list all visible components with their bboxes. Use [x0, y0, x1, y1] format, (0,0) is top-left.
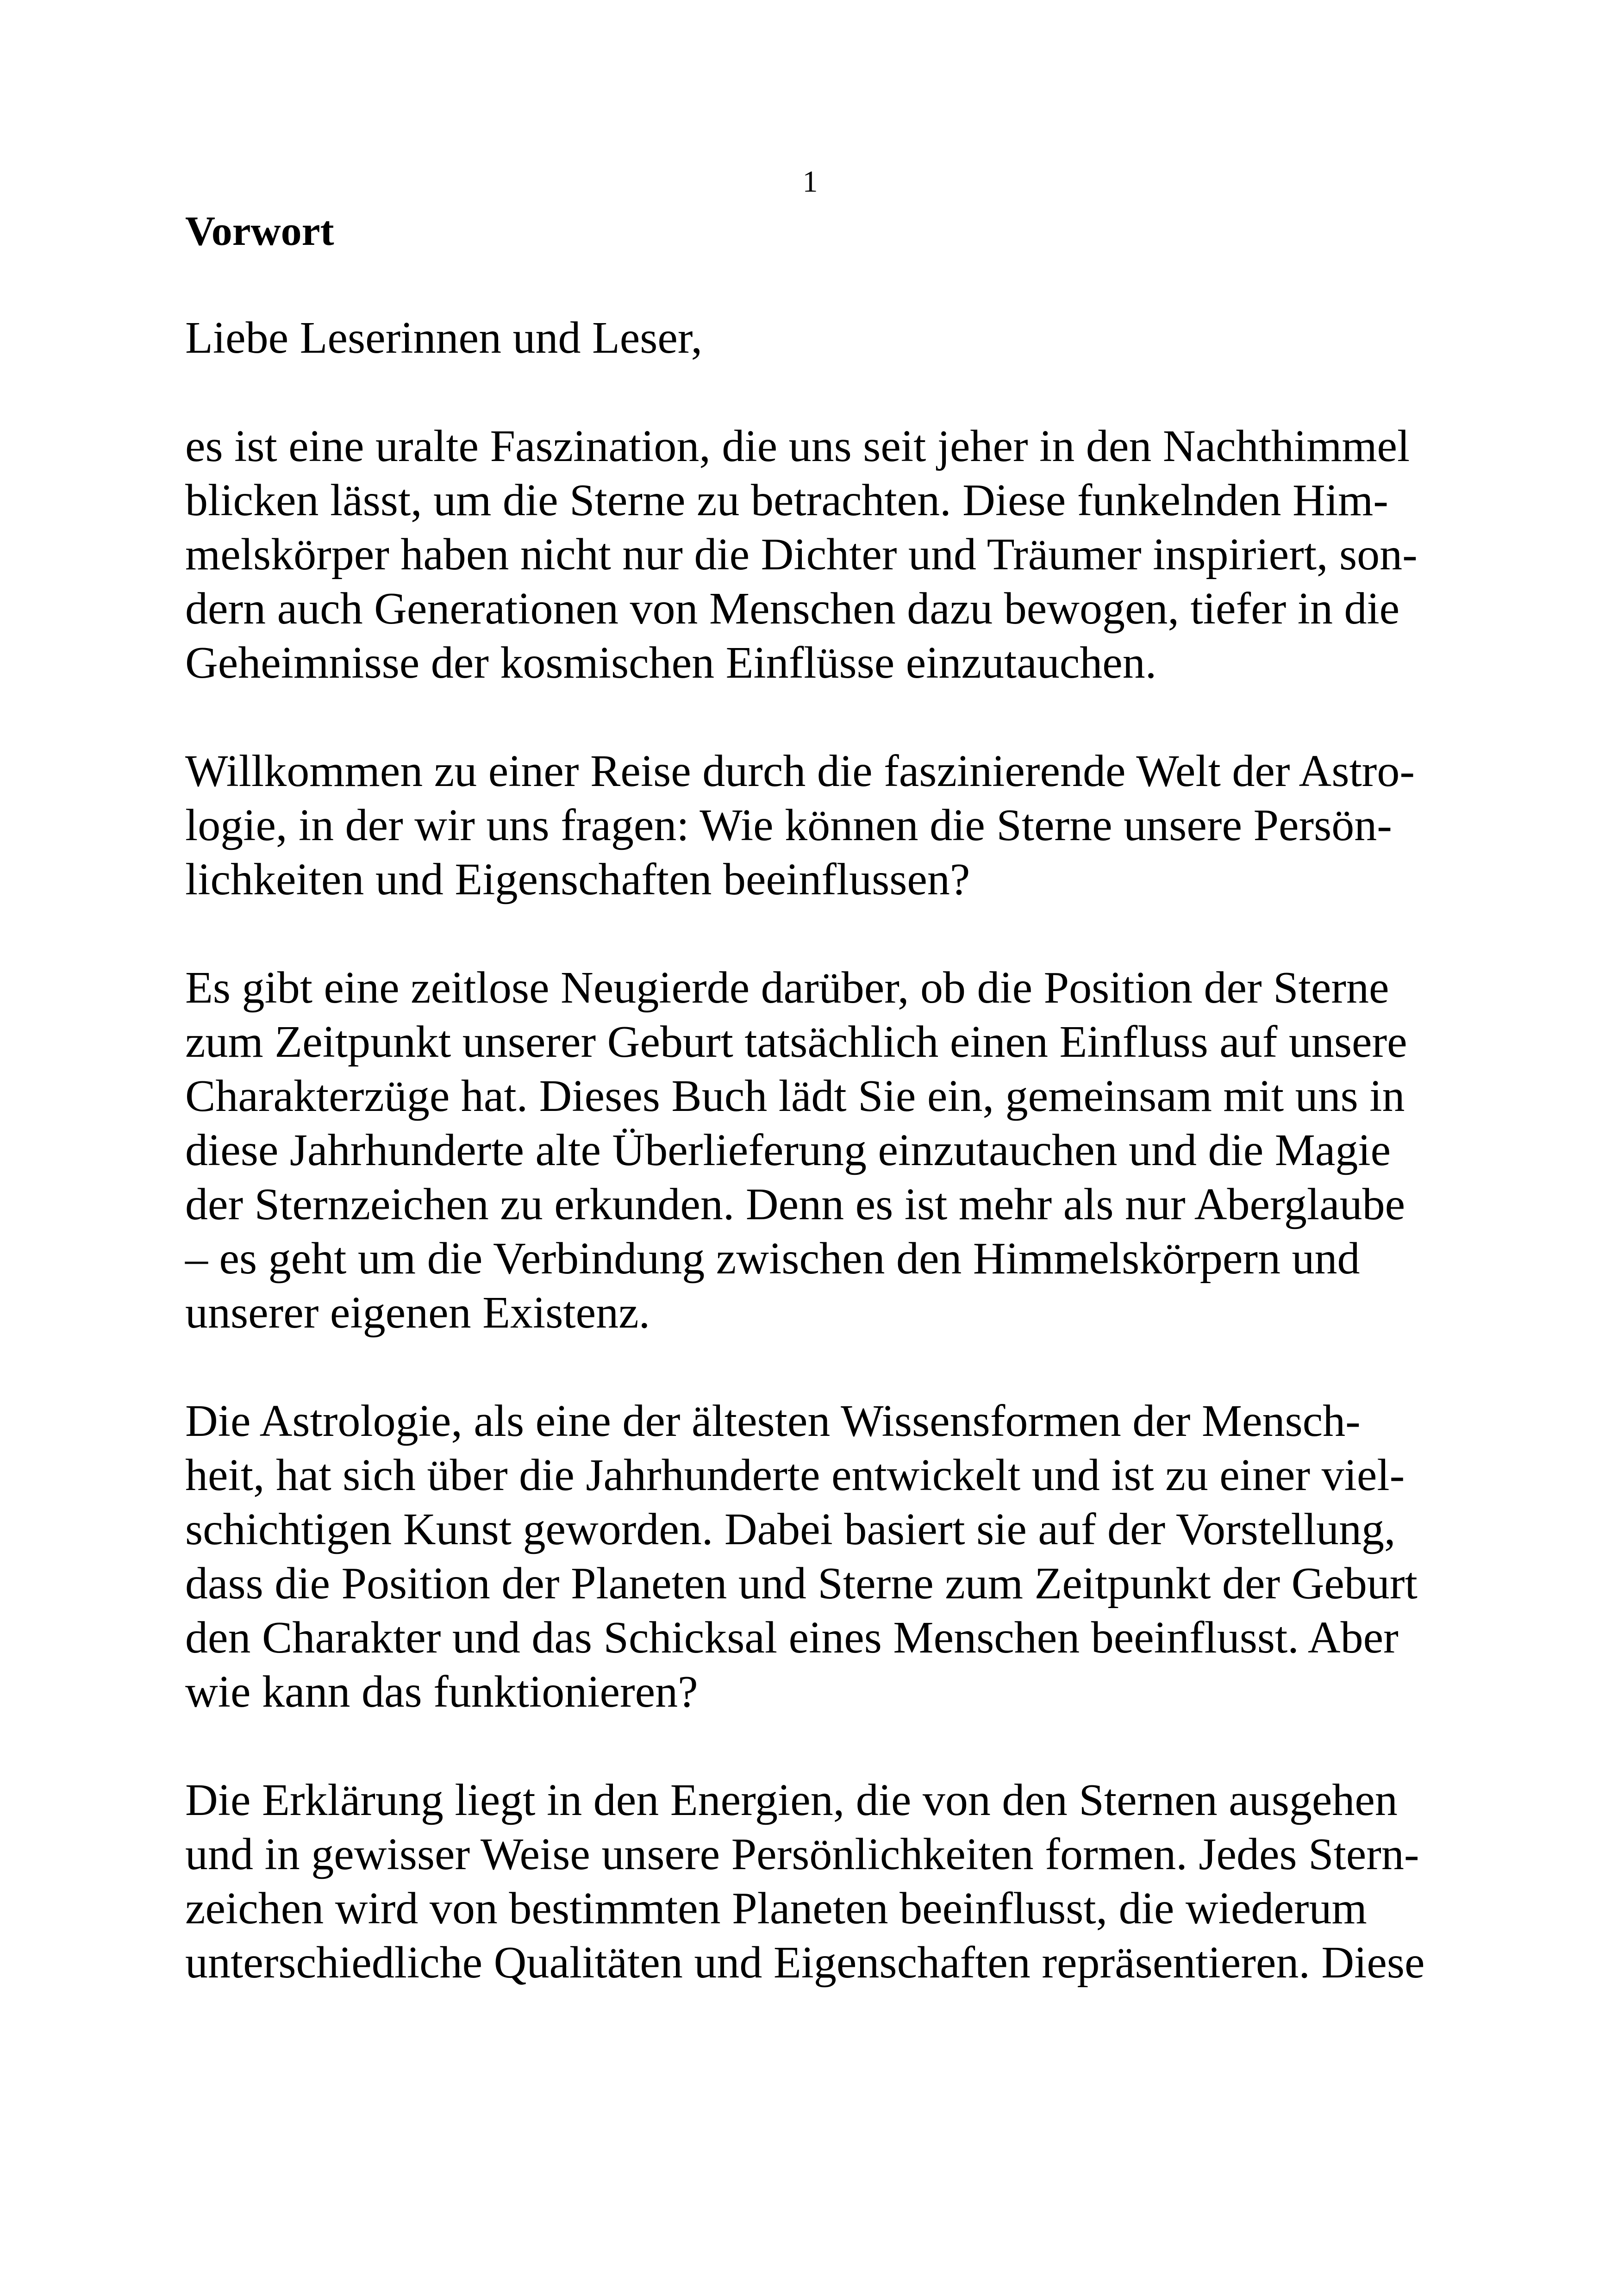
text-line: und in gewisser Weise unsere Persönlichkeiten formen. Jedes Stern-: [185, 1829, 1419, 1879]
text-line: lichkeiten und Eigenschaften beeinflussen?: [185, 854, 970, 904]
text-line: diese Jahrhunderte alte Überlieferung einzutauchen und die Magie: [185, 1125, 1391, 1175]
text-line: melskörper haben nicht nur die Dichter und Träumer inspiriert, son-: [185, 530, 1418, 580]
text-line: Es gibt eine zeitlose Neugierde darüber, ob die Position der Sterne: [185, 963, 1389, 1013]
text-line: heit, hat sich über die Jahrhunderte entwickelt und ist zu einer viel-: [185, 1450, 1405, 1500]
page-heading: Vorwort: [185, 208, 334, 254]
text-line: dass die Position der Planeten und Sterne zum Zeitpunkt der Geburt: [185, 1559, 1418, 1609]
text-line: der Sternzeichen zu erkunden. Denn es ist mehr als nur Aberglaube: [185, 1179, 1405, 1229]
text-line: wie kann das funktionieren?: [185, 1667, 698, 1717]
text-line: Die Erklärung liegt in den Energien, die von den Sternen ausgehen: [185, 1775, 1398, 1825]
text-line: es ist eine uralte Faszination, die uns seit jeher in den Nachthimmel: [185, 421, 1410, 471]
text-line: unserer eigenen Existenz.: [185, 1288, 650, 1338]
paragraph-salutation: [185, 311, 1458, 365]
text-line: Liebe Leserinnen und Leser,: [185, 313, 703, 363]
text-line: unterschiedliche Qualitäten und Eigenschaften repräsentieren. Diese: [185, 1938, 1425, 1988]
paragraph-faszination: [185, 419, 1458, 690]
text-line: zum Zeitpunkt unserer Geburt tatsächlich einen Einfluss auf unsere: [185, 1017, 1407, 1067]
paragraph-erklaerung: [185, 1773, 1458, 1990]
text-line: blicken lässt, um die Sterne zu betrachten. Diese funkelnden Him-: [185, 475, 1388, 525]
text-line: Geheimnisse der kosmischen Einflüsse einzutauchen.: [185, 638, 1157, 688]
body-text: [185, 311, 1458, 2044]
text-line: den Charakter und das Schicksal eines Menschen beeinflusst. Aber: [185, 1613, 1399, 1663]
paragraph-astrologie: [185, 1394, 1458, 1719]
text-line: schichtigen Kunst geworden. Dabei basiert sie auf der Vorstellung,: [185, 1504, 1396, 1554]
paragraph-willkommen: [185, 744, 1458, 907]
text-line: logie, in der wir uns fragen: Wie können die Sterne unsere Persön-: [185, 800, 1392, 850]
text-line: Willkommen zu einer Reise durch die faszinierende Welt der Astro-: [185, 746, 1415, 796]
page-number: 1: [802, 165, 818, 199]
text-line: zeichen wird von bestimmten Planeten beeinflusst, die wiederum: [185, 1883, 1367, 1933]
text-line: Charakterzüge hat. Dieses Buch lädt Sie ein, gemeinsam mit uns in: [185, 1071, 1405, 1121]
paragraph-neugierde: [185, 961, 1458, 1340]
text-line: Die Astrologie, als eine der ältesten Wissensformen der Mensch-: [185, 1396, 1361, 1446]
text-line: – es geht um die Verbindung zwischen den Himmelskörpern und: [185, 1234, 1360, 1284]
text-line: dern auch Generationen von Menschen dazu bewogen, tiefer in die: [185, 584, 1400, 634]
